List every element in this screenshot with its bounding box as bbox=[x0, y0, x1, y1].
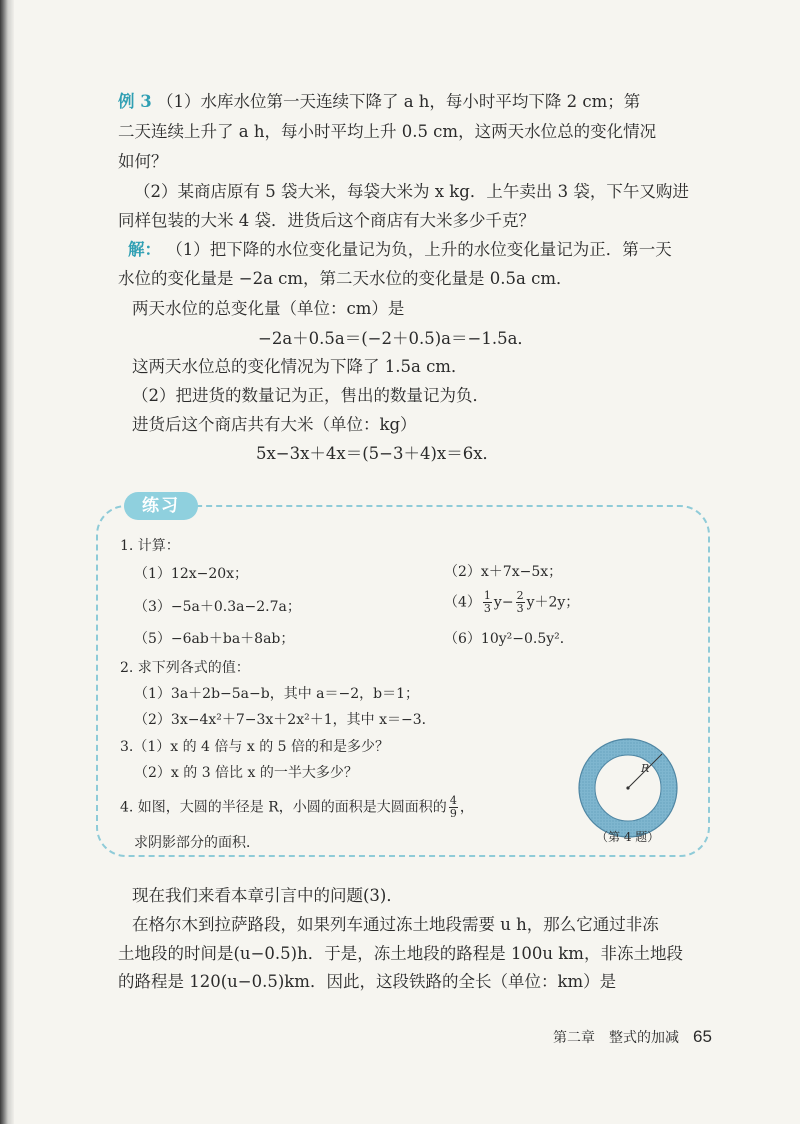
exercise-q1-2: （2）x＋7x−5x； bbox=[444, 564, 563, 580]
fraction-four-ninths: $\frac{4}{9}$ bbox=[449, 794, 457, 820]
exercise-q1: 1. 计算： bbox=[120, 538, 180, 554]
example-question-2-line-1: （2）某商店原有 5 袋大米，每袋大米为 x kg．上午卖出 3 袋，下午又购进 bbox=[134, 182, 689, 201]
exercise-q2-1: （1）3a＋2b−5a−b，其中 a＝−2，b＝1； bbox=[134, 686, 420, 702]
exercise-q4-line-1: 4. 如图，大圆的半径是 R，小圆的面积是大圆面积的 $\frac{4}{9}$ ， bbox=[120, 794, 474, 820]
solution-part-1-line-2: 水位的变化量是 −2a cm，第二天水位的变化量是 0.5a cm． bbox=[118, 269, 573, 288]
exercise-q3-2: （2）x 的 3 倍比 x 的一半大多少？ bbox=[134, 765, 358, 781]
chapter-footer: 第二章 整式的加减 bbox=[553, 1030, 679, 1046]
text-paragraph-2-line-1: 在格尔木到拉萨路段，如果列车通过冻土地段需要 u h，那么它通过非冻 bbox=[132, 915, 659, 934]
example-label: 例 3 bbox=[118, 92, 152, 111]
solution-part-1-line-1: 解： （1）把下降的水位变化量记为负，上升的水位变化量记为正．第一天 bbox=[128, 240, 672, 259]
figure-caption: （第 4 题） bbox=[596, 830, 660, 844]
exercise-q2-2: （2）3x−4x²＋7−3x＋2x²＋1，其中 x＝−3． bbox=[134, 712, 436, 728]
text-paragraph-1: 现在我们来看本章引言中的问题(3)． bbox=[132, 886, 403, 905]
example-question-2-line-2: 同样包装的大米 4 袋．进货后这个商店有大米多少千克？ bbox=[118, 211, 535, 230]
example-question-1-line-3: 如何？ bbox=[118, 152, 168, 171]
exercise-q2: 2. 求下列各式的值： bbox=[120, 660, 250, 676]
page-number: 65 bbox=[693, 1027, 712, 1046]
solution-part-2-line-1: （2）把进货的数量记为正，售出的数量记为负． bbox=[132, 386, 489, 405]
text-paragraph-2-line-3: 的路程是 120(u−0.5)km．因此，这段铁路的全长（单位：km）是 bbox=[118, 972, 617, 991]
exercise-q3-1: 3.（1）x 的 4 倍与 x 的 5 倍的和是多少？ bbox=[120, 739, 390, 755]
exercise-tab: 练习 bbox=[124, 492, 198, 520]
exercise-q1-4: （4） $\frac{1}{3}$ y− $\frac{2}{3}$ y＋2y； bbox=[444, 589, 580, 615]
example-question-1-line-2: 二天连续上升了 a h，每小时平均上升 0.5 cm，这两天水位总的变化情况 bbox=[118, 122, 657, 141]
solution-part-1-line-3: 两天水位的总变化量（单位：cm）是 bbox=[132, 299, 405, 318]
example-question-1-line-1: 例 3 （1）水库水位第一天连续下降了 a h，每小时平均下降 2 cm；第 bbox=[118, 92, 641, 111]
exercise-q4-line-2: 求阴影部分的面积． bbox=[134, 835, 260, 851]
exercise-q1-5: （5）−6ab＋ba＋8ab； bbox=[134, 631, 295, 647]
solution-label: 解： bbox=[128, 240, 161, 259]
equation-rice: 5x−3x＋4x＝(5−3＋4)x＝6x． bbox=[256, 444, 500, 463]
exercise-q1-6: （6）10y²−0.5y²． bbox=[444, 631, 574, 647]
exercise-q1-1: （1）12x−20x； bbox=[134, 566, 249, 582]
exercise-q1-3: （3）−5a＋0.3a−2.7a； bbox=[134, 599, 301, 615]
text-paragraph-2-line-2: 土地段的时间是(u−0.5)h．于是，冻土地段的路程是 100u km，非冻土地段 bbox=[118, 944, 683, 963]
fraction-one-third: $\frac{1}{3}$ bbox=[483, 589, 491, 615]
fraction-two-thirds: $\frac{2}{3}$ bbox=[516, 589, 524, 615]
radius-label: R bbox=[641, 762, 650, 775]
solution-part-2-line-2: 进货后这个商店共有大米（单位：kg） bbox=[132, 415, 417, 434]
equation-water-level: −2a＋0.5a＝(−2＋0.5)a＝−1.5a． bbox=[258, 329, 534, 348]
ring-figure bbox=[576, 736, 680, 840]
solution-part-1-line-4: 这两天水位总的变化情况为下降了 1.5a cm． bbox=[132, 357, 468, 376]
